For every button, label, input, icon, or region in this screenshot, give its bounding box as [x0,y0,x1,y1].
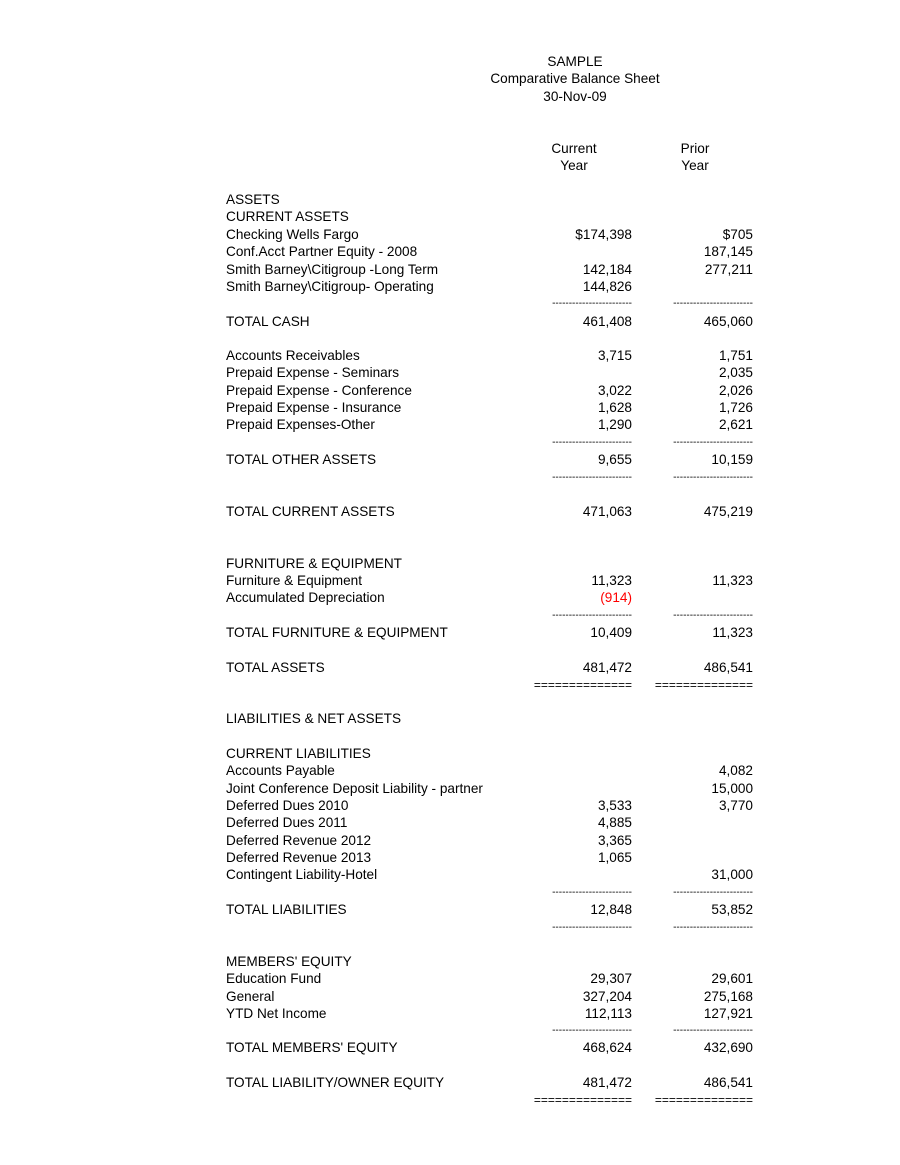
report-date: 30-Nov-09 [543,89,607,104]
double-rule: ============== [654,1093,753,1107]
total-label: TOTAL FURNITURE & EQUIPMENT [226,625,448,640]
subtotal-rule: ------------------------ [673,922,753,933]
total-current-value: 468,624 [582,1040,632,1055]
row-current-value: 142,184 [582,262,632,277]
row-current-value: 11,323 [591,573,632,588]
row-prior-value: 127,921 [703,1006,753,1021]
total-current-value: 12,848 [590,902,632,917]
row-prior-value: 275,168 [703,989,753,1004]
total-prior-value: 11,323 [712,625,753,640]
row-current-value: 3,022 [597,383,632,398]
subtotal-rule: ------------------------ [552,472,632,483]
row-label: Prepaid Expense - Conference [226,383,412,398]
row-label: Deferred Revenue 2013 [226,850,372,865]
row-prior-value: 31,000 [711,867,753,882]
total-current-value: 471,063 [582,504,632,519]
total-label: TOTAL CASH [226,314,310,329]
subtotal-rule: ------------------------ [552,887,632,898]
total-label: TOTAL ASSETS [226,660,325,675]
row-label: Prepaid Expense - Insurance [226,400,402,415]
row-label: Prepaid Expenses-Other [226,417,375,432]
subtotal-rule: ------------------------ [552,922,632,933]
row-label: Deferred Dues 2010 [226,798,349,813]
section-heading-equity: MEMBERS' EQUITY [226,954,352,969]
total-prior-value: 475,219 [703,504,753,519]
total-current-value: 481,472 [582,1075,632,1090]
row-current-value: 3,715 [597,348,632,363]
total-prior-value: 486,541 [703,660,753,675]
row-prior-value: 1,751 [718,348,753,363]
row-label: Accounts Payable [226,763,335,778]
section-heading-current-assets: CURRENT ASSETS [226,209,349,224]
total-current-value: 461,408 [582,314,632,329]
row-prior-value: 11,323 [712,573,753,588]
section-heading-current-liabilities: CURRENT LIABILITIES [226,746,371,761]
row-prior-value: 2,026 [718,383,753,398]
row-label: Conf.Acct Partner Equity - 2008 [226,244,418,259]
total-prior-value: 10,159 [711,452,753,467]
row-current-value: 327,204 [582,989,632,1004]
row-prior-value: 2,621 [718,417,753,432]
row-label: Contingent Liability-Hotel [226,867,378,882]
total-current-value: 10,409 [590,625,632,640]
column-prior-header: Prior [680,141,710,156]
row-prior-value: 277,211 [704,262,753,277]
subtotal-rule: ------------------------ [552,298,632,309]
row-label: Prepaid Expense - Seminars [226,365,400,380]
row-label: Accumulated Depreciation [226,590,385,605]
column-prior-header-year: Year [681,158,709,173]
total-prior-value: 486,541 [703,1075,753,1090]
section-heading-liabilities: LIABILITIES & NET ASSETS [226,711,402,726]
row-current-value: 1,628 [597,400,632,415]
subtotal-rule: ------------------------ [552,437,632,448]
row-current-value: 4,885 [597,815,632,830]
column-current-header: Current [551,141,597,156]
row-label: Education Fund [226,971,322,986]
total-prior-value: 465,060 [703,314,753,329]
row-prior-value: 29,601 [711,971,753,986]
row-prior-value: 4,082 [718,763,753,778]
row-current-value: 1,290 [597,417,632,432]
row-prior-value: $705 [722,227,753,242]
row-prior-value: 1,726 [718,400,753,415]
total-label: TOTAL LIABILITIES [226,902,347,917]
subtotal-rule: ------------------------ [673,610,753,621]
section-heading-furniture: FURNITURE & EQUIPMENT [226,556,402,571]
row-label: Accounts Receivables [226,348,360,363]
row-label: General [226,989,275,1004]
row-prior-value: 187,145 [703,244,753,259]
subtotal-rule: ------------------------ [552,1025,632,1036]
report-title: Comparative Balance Sheet [490,71,660,86]
double-rule: ============== [533,1093,632,1107]
total-label: TOTAL CURRENT ASSETS [226,504,395,519]
row-current-value: 3,533 [597,798,632,813]
subtotal-rule: ------------------------ [673,1025,753,1036]
row-current-value: 29,307 [590,971,632,986]
section-heading-assets: ASSETS [226,192,280,207]
row-label: Furniture & Equipment [226,573,363,588]
row-label: Deferred Revenue 2012 [226,833,372,848]
total-label: TOTAL LIABILITY/OWNER EQUITY [226,1075,445,1090]
row-label: Checking Wells Fargo [226,227,359,242]
total-current-value: 481,472 [582,660,632,675]
total-current-value: 9,655 [597,452,632,467]
row-prior-value: 2,035 [718,365,753,380]
subtotal-rule: ------------------------ [673,472,753,483]
row-prior-value: 3,770 [718,798,753,813]
total-prior-value: 432,690 [703,1040,753,1055]
total-label: TOTAL MEMBERS' EQUITY [226,1040,398,1055]
row-current-value: $174,398 [575,227,632,242]
total-prior-value: 53,852 [711,902,753,917]
subtotal-rule: ------------------------ [673,298,753,309]
row-current-value: 112,113 [584,1006,632,1021]
double-rule: ============== [654,678,753,692]
row-current-value: 1,065 [597,850,632,865]
row-label: Deferred Dues 2011 [226,815,348,830]
row-current-value: 3,365 [597,833,632,848]
subtotal-rule: ------------------------ [673,887,753,898]
row-current-value-negative: (914) [600,590,632,605]
row-current-value: 144,826 [582,279,632,294]
double-rule: ============== [533,678,632,692]
row-prior-value: 15,000 [711,781,753,796]
subtotal-rule: ------------------------ [552,610,632,621]
row-label: Smith Barney\Citigroup -Long Term [226,262,439,277]
subtotal-rule: ------------------------ [673,437,753,448]
column-current-header-year: Year [560,158,588,173]
row-label: Joint Conference Deposit Liability - partner [226,781,483,796]
report-entity: SAMPLE [547,54,603,69]
row-label: YTD Net Income [226,1006,327,1021]
total-label: TOTAL OTHER ASSETS [226,452,377,467]
row-label: Smith Barney\Citigroup- Operating [226,279,434,294]
